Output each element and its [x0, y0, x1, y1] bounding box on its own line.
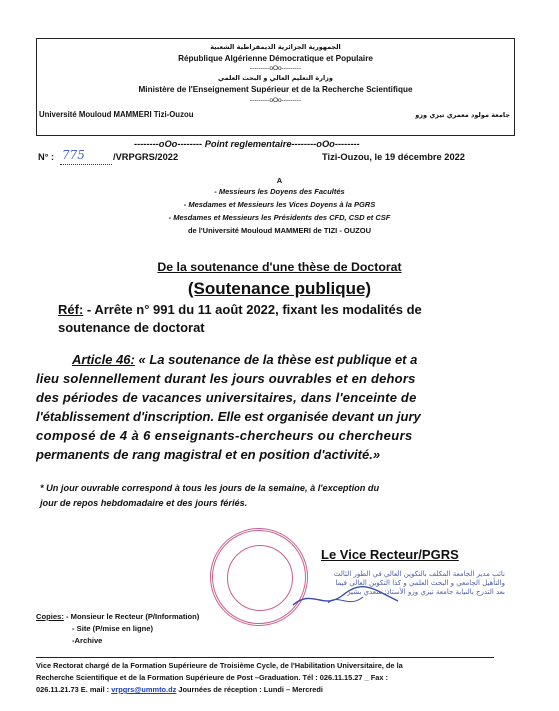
ref-dotted-line [60, 164, 112, 165]
footer-rule [36, 657, 494, 658]
recipient-line-2: - Mesdames et Messieurs les Vices Doyens à la PGRS [183, 200, 376, 209]
footer-email-link[interactable]: vrpgrs@ummto.dz [111, 685, 177, 694]
article-line-6: permanents de rang magistral et en position d'activité.» [36, 447, 381, 462]
ref-handwritten-number: 775 [62, 148, 85, 162]
ref-text-2: soutenance de doctorat [58, 320, 205, 335]
ref-suffix: /VRPGRS/2022 [113, 152, 179, 162]
signature-stamp-text: نائب مدير الجامعة المكلف بالتكوين العالي في الطور الثالث والتأهيل الجامعي و البحث العلمي و كذا التكوين العالي فيما بعد التدرج بالنيابة جامعة تيزي وزو الأستاذ: سعدي بشير [333, 570, 505, 596]
note-line-1: * Un jour ouvrable correspond à tous les jours de la semaine, à l'exception du [40, 483, 380, 493]
footer-line-3a: 026.11.21.73 E. mail : [36, 685, 112, 694]
copies-item-3: -Archive [72, 636, 103, 645]
article-line-3: des périodes de vacances universitaires, dans l'enceinte de [36, 390, 417, 405]
article-line-4: l'établissement d'inscription. Elle est organisée devant un jury [36, 409, 421, 424]
recipient-a: A [276, 176, 283, 185]
subject-line: De la soutenance d'une thèse de Doctorat [157, 260, 402, 274]
article-line-5: composé de 4 à 6 enseignants-chercheurs ou chercheurs [36, 428, 413, 443]
recipient-line-1: - Messieurs les Doyens des Facultés [214, 187, 345, 196]
ref-text-1: - Arrête n° 991 du 11 août 2022, fixant les modalités de [83, 302, 422, 317]
article-line-1: « La soutenance de la thèse est publique et a [134, 352, 418, 367]
arabic-republic: الجمهورية الجزائرية الديمقراطية الشعبية [210, 43, 341, 51]
footer-line-3b: Journées de réception : Lundi – Mercredi [176, 685, 323, 694]
note-line-2: jour de repos hebdomadaire et des jours fériés. [40, 498, 248, 508]
letterhead-box [36, 38, 515, 136]
recipient-line-3: - Mesdames et Messieurs les Présidents des CFD, CSD et CSF [168, 213, 391, 222]
footer-line-2: Recherche Scientifique et de la Formation Supérieure de Post –Graduation. Tél : 026.11.15.27 _ Fax : [36, 673, 388, 682]
article-line-2: lieu solennellement durant les jours ouvrables et en dehors [36, 371, 416, 386]
republic-title: République Algérienne Démocratique et Populaire [178, 54, 373, 63]
handwritten-signature [288, 583, 408, 613]
article-label: Article 46: [72, 352, 135, 367]
arabic-university: جامعة مولود معمري تيزي وزو [415, 111, 510, 119]
separator-2: ---------oOo--------- [249, 97, 302, 104]
ref-prefix: N° : [38, 152, 55, 162]
separator-1: ---------oOo--------- [249, 65, 302, 72]
recipient-line-4: de l'Université Mouloud MAMMERI de TIZI - OUZOU [187, 226, 372, 235]
copies-item-1: - Monsieur le Recteur (P/Information) [65, 612, 200, 621]
seal-inner-ring [227, 545, 293, 611]
place-date: Tizi-Ouzou, le 19 décembre 2022 [322, 152, 465, 162]
subject-public: (Soutenance publique) [187, 279, 372, 298]
banner: --------oOo-------- Point reglementaire--------oOo-------- [134, 139, 360, 149]
ref-label: Réf: [58, 302, 84, 317]
university-name: Université Mouloud MAMMERI Tizi-Ouzou [39, 110, 194, 119]
ministry-title: Ministère de l'Enseignement Supérieur et de la Recherche Scientifique [138, 85, 413, 94]
signatory-title: Le Vice Recteur/PGRS [321, 547, 459, 562]
arabic-ministry: وزارة التعليم العالي و البحث العلمي [218, 74, 333, 82]
copies-label: Copies: [36, 612, 64, 621]
copies-item-2: - Site (P/mise en ligne) [72, 624, 154, 633]
footer-line-1: Vice Rectorat chargé de la Formation Supérieure de Troisième Cycle, de l'Habilitation Universitaire, de la [36, 661, 403, 670]
